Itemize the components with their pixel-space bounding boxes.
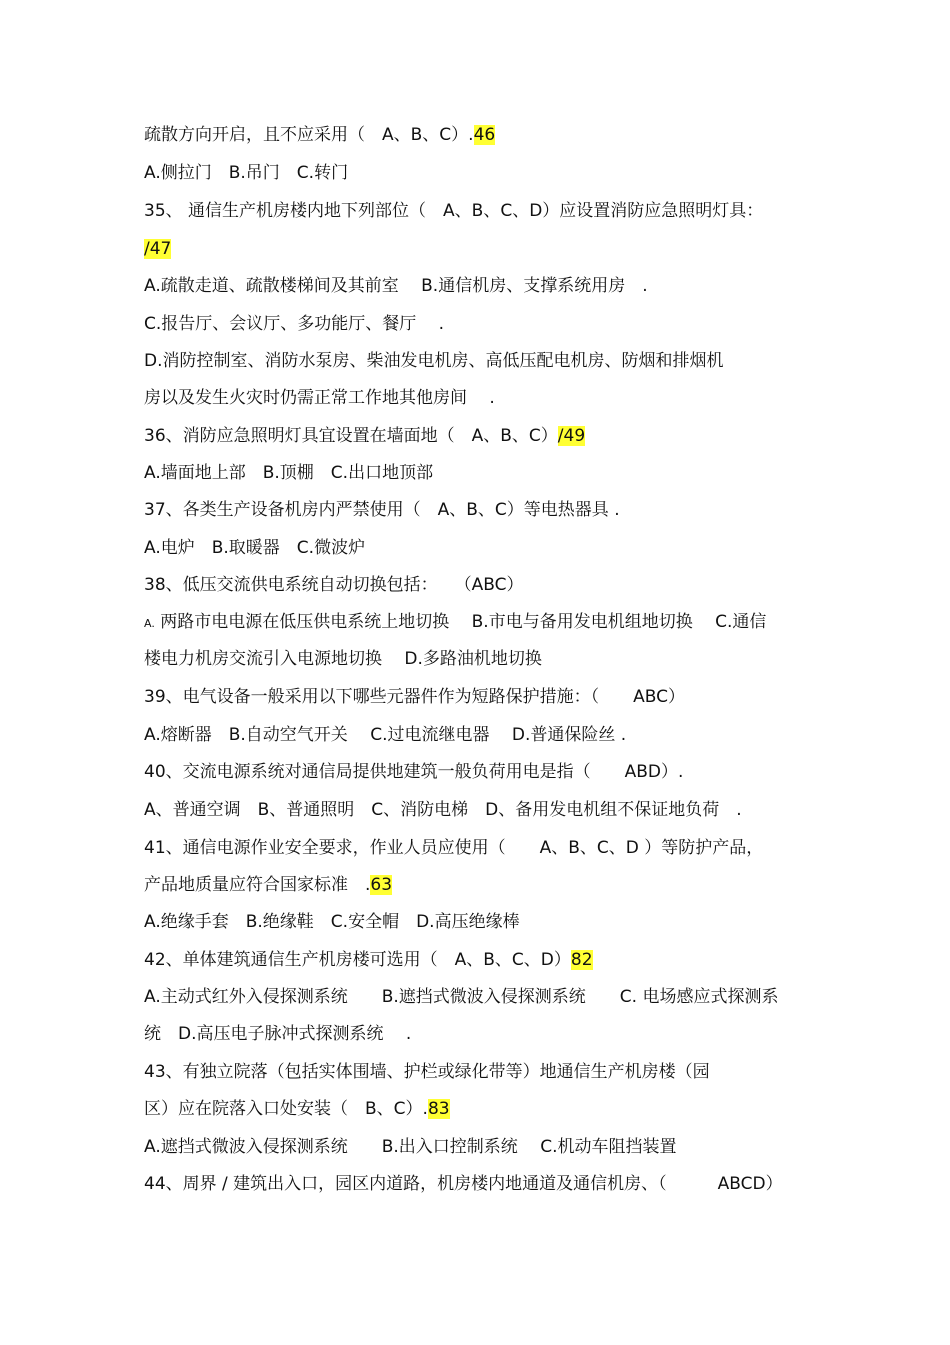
text-line: A.绝缘手套 B.绝缘鞋 C.安全帽 D.高压绝缘棒 bbox=[144, 912, 520, 932]
text-line: 统 D.高压电子脉冲式探测系统 . bbox=[144, 1024, 412, 1044]
text-line: A.主动式红外入侵探测系统 B.遮挡式微波入侵探测系统 C. 电场感应式探测系 bbox=[144, 987, 779, 1007]
text-line: D.消防控制室、消防水泵房、柴油发电机房、高低压配电机房、防烟和排烟机 bbox=[144, 351, 724, 371]
text-line: C.报告厅、会议厅、多功能厅、餐厅 . bbox=[144, 314, 445, 334]
option-prefix: A. bbox=[144, 617, 155, 630]
text-line: 疏散方向开启，且不应采用（ A、B、C）.46 bbox=[144, 125, 496, 145]
question-42: 42、单体建筑通信生产机房楼可选用（ A、B、C、D）82 bbox=[144, 950, 593, 970]
text-line: A.墙面地上部 B.顶棚 C.出口地顶部 bbox=[144, 463, 434, 483]
text-line: A.熔断器 B.自动空气开关 C.过电流继电器 D.普通保险丝 . bbox=[144, 725, 627, 745]
text-line: A.电炉 B.取暖器 C.微波炉 bbox=[144, 538, 366, 558]
question-40: 40、交流电源系统对通信局提供地建筑一般负荷用电是指（ ABD）. bbox=[144, 762, 684, 782]
question-43: 43、有独立院落（包括实体围墙、护栏或绿化带等）地通信生产机房楼（园 bbox=[144, 1062, 710, 1082]
question-39: 39、电气设备一般采用以下哪些元器件作为短路保护措施：（ ABC） bbox=[144, 687, 685, 707]
text-line: 区）应在院落入口处安装（ B、C）.83 bbox=[144, 1099, 450, 1119]
text-line: 楼电力机房交流引入电源地切换 D.多路油机地切换 bbox=[144, 649, 542, 669]
question-38: 38、低压交流供电系统自动切换包括： （ABC） bbox=[144, 575, 524, 595]
page-ref-highlight: 63 bbox=[370, 875, 393, 895]
text-line: A.侧拉门 B.吊门 C.转门 bbox=[144, 163, 349, 183]
page-ref-highlight: /49 bbox=[557, 426, 586, 446]
page-ref-highlight: 46 bbox=[473, 125, 496, 145]
text-line bbox=[144, 237, 171, 261]
page-ref-highlight: 82 bbox=[570, 950, 593, 970]
question-44: 44、周界 / 建筑出入口，园区内道路，机房楼内地通道及通信机房、（ ABCD） bbox=[144, 1174, 783, 1194]
text-line: A.疏散走道、疏散楼梯间及其前室 B.通信机房、支撑系统用房 . bbox=[144, 276, 648, 296]
text-line: A、普通空调 B、普通照明 C、消防电梯 D、备用发电机组不保证地负荷 . bbox=[144, 800, 742, 820]
question-35: 35、 通信生产机房楼内地下列部位（ A、B、C、D）应设置消防应急照明灯具： bbox=[144, 201, 764, 221]
text-line: 产品地质量应符合国家标准 .63 bbox=[144, 875, 393, 895]
page-ref-highlight: 83 bbox=[427, 1099, 450, 1119]
text-line: A.遮挡式微波入侵探测系统 B.出入口控制系统 C.机动车阻挡装置 bbox=[144, 1137, 677, 1157]
question-36: 36、消防应急照明灯具宜设置在墙面地（ A、B、C）/49 bbox=[144, 426, 586, 446]
question-41: 41、通信电源作业安全要求，作业人员应使用（ A、B、C、D ）等防护产品， bbox=[144, 838, 764, 858]
page-ref-highlight: /47 bbox=[144, 239, 172, 259]
text-line: A. 两路市电电源在低压供电系统上地切换 B.市电与备用发电机组地切换 C.通信 bbox=[144, 612, 767, 632]
question-37: 37、各类生产设备机房内严禁使用（ A、B、C）等电热器具 . bbox=[144, 500, 620, 520]
text-line: 房以及发生火灾时仍需正常工作地其他房间 . bbox=[144, 388, 495, 408]
